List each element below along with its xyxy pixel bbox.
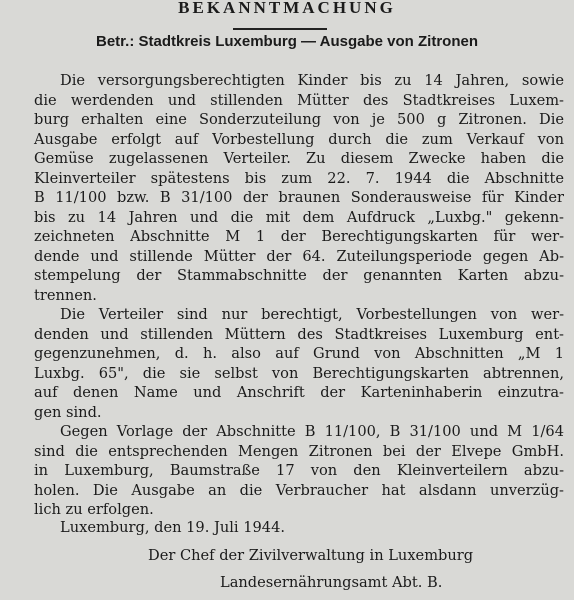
text-line: gegenzunehmen, d. h. also auf Grund von Abschnitten „M 1	[34, 345, 564, 362]
text-line: Die versorgungsberechtigten Kinder bis zu 14 Jahren, sowie	[60, 72, 564, 89]
text-line: Gemüse zugelassenen Verteiler. Zu diesem Zwecke haben die	[34, 150, 564, 167]
announcement-body	[34, 71, 564, 520]
heading-rule	[233, 28, 327, 30]
text-line: stempelung der Stammabschnitte der genannten Karten abzu-	[34, 267, 564, 284]
text-line: Gegen Vorlage der Abschnitte B 11/100, B 31/100 und M 1/64	[60, 423, 564, 440]
date-line: Luxemburg, den 19. Juli 1944.	[60, 519, 285, 536]
announcement-heading: BEKANNTMACHUNG	[178, 0, 396, 17]
text-line: denden und stillenden Müttern des Stadtkreises Luxemburg ent-	[34, 325, 564, 343]
signature-authority: Der Chef der Zivilverwaltung in Luxemburg	[148, 547, 474, 564]
paragraph-1	[34, 71, 564, 305]
announcement-subheading: Betr.: Stadtkreis Luxemburg — Ausgabe von Zitronen	[95, 33, 478, 50]
text-line: zeichneten Abschnitte M 1 der Berechtigungskarten für wer-	[34, 228, 564, 245]
text-line: die werdenden und stillenden Mütter des Stadtkreises Luxem-	[34, 91, 564, 109]
signature-office: Landesernährungsamt Abt. B.	[220, 574, 443, 591]
text-line: Ausgabe erfolgt auf Vorbestellung durch die zum Verkauf von	[34, 130, 564, 148]
text-line: sind die entsprechenden Mengen Zitronen bei der Elvepe GmbH.	[34, 442, 564, 460]
text-line: gen sind.	[34, 403, 102, 421]
text-line: burg erhalten eine Sonderzuteilung von je 500 g Zitronen. Die	[34, 111, 564, 128]
text-line: bis zu 14 Jahren und die mit dem Aufdruck „Luxbg." gekenn-	[34, 208, 564, 226]
text-line: lich zu erfolgen.	[34, 501, 154, 518]
paragraph-3	[34, 422, 564, 520]
text-line: Kleinverteiler spätestens bis zum 22. 7. 1944 die Abschnitte	[34, 169, 564, 187]
text-line: trennen.	[34, 286, 97, 304]
text-line: dende und stillende Mütter der 64. Zuteilungsperiode gegen Ab-	[34, 247, 564, 265]
text-line: holen. Die Ausgabe an die Verbraucher hat alsdann unverzüg-	[34, 481, 564, 499]
text-line: in Luxemburg, Baumstraße 17 von den Kleinverteilern abzu-	[34, 462, 564, 479]
paragraph-2	[34, 305, 564, 422]
text-line: auf denen Name und Anschrift der Karteninhaberin einzutra-	[34, 384, 564, 401]
text-line: Luxbg. 65", die sie selbst von Berechtigungskarten abtrennen,	[34, 364, 564, 382]
text-line: Die Verteiler sind nur berechtigt, Vorbestellungen von wer-	[60, 306, 564, 323]
text-line: B 11/100 bzw. B 31/100 der braunen Sonderausweise für Kinder	[34, 189, 564, 206]
